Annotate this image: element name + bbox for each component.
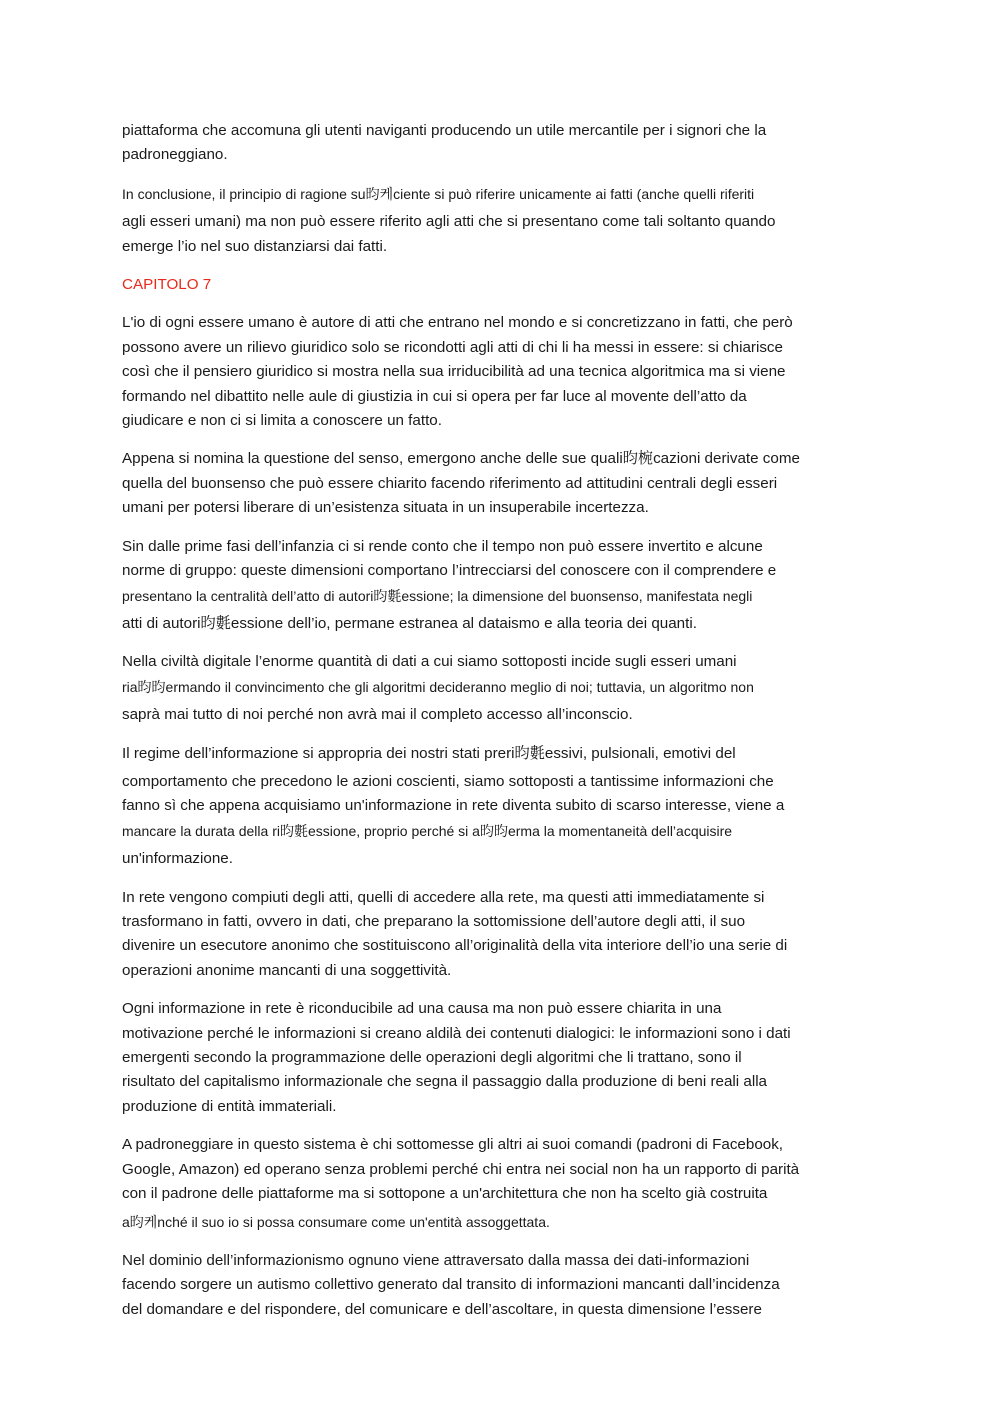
text-line: formando nel dibattito nelle aule di giustizia in cui si opera per far luce al movente dell’atto da bbox=[122, 387, 747, 405]
text-line: quella del buonsenso che può essere chiarito facendo riferimento ad attitudini centrali degli esseri bbox=[122, 474, 778, 492]
text-line: emerge l’io nel suo distanziarsi dai fatti. bbox=[122, 237, 388, 255]
text-line: operazioni anonime mancanti di una soggettività. bbox=[122, 961, 452, 979]
text-line: comportamento che precedono le azioni coscienti, siamo sottoposti a tantissime informazioni che bbox=[122, 772, 774, 790]
text-line: mancare la durata della ri昀氀essione, proprio perché si a昀昀erma la momentaneità dell’acquisire bbox=[122, 822, 733, 839]
paragraph-3 bbox=[122, 311, 874, 433]
text-line: A padroneggiare in questo sistema è chi sottomesse gli altri ai suoi comandi (padroni di Facebook, bbox=[122, 1136, 784, 1154]
paragraph-1 bbox=[122, 119, 874, 168]
text-line: norme di gruppo: queste dimensioni comportano l’intrecciarsi del conoscere con il comprendere e bbox=[122, 562, 777, 580]
chapter-heading: CAPITOLO 7 bbox=[122, 276, 212, 294]
text-line: possono avere un rilievo giuridico solo se ricondotti agli atti di chi li ha messi in essere: si chiarisce bbox=[122, 338, 783, 356]
text-line: Nel dominio dell’informazionismo ognuno viene attraversato dalla massa dei dati-informazioni bbox=[122, 1251, 750, 1269]
paragraph-5 bbox=[122, 535, 874, 637]
paragraph-11 bbox=[122, 1249, 874, 1322]
text-line: Nella civiltà digitale l’enorme quantità di dati a cui siamo sottoposti incide sugli esseri umani bbox=[122, 653, 737, 671]
paragraph-10 bbox=[122, 1133, 874, 1235]
paragraph-4 bbox=[122, 447, 874, 520]
text-line: agli esseri umani) ma non può essere riferito agli atti che si presentano come tali soltanto quando bbox=[122, 213, 776, 231]
text-line: divenire un esecutore anonimo che sostituiscono all’originalità della vita interiore dell’io una serie di bbox=[122, 937, 788, 955]
text-line: Ogni informazione in rete è riconducibile ad una causa ma non può essere chiarita in una bbox=[122, 1000, 722, 1018]
text-line: emergenti secondo la programmazione delle operazioni degli algoritmi che li trattano, sono il bbox=[122, 1049, 742, 1066]
paragraph-9 bbox=[122, 997, 874, 1119]
text-line: Appena si nomina la questione del senso, emergono anche delle sue quali昀椀cazioni derivate come bbox=[122, 450, 800, 468]
text-line: Sin dalle prime fasi dell’infanzia ci si rende conto che il tempo non può essere invertito e alcune bbox=[122, 537, 763, 555]
paragraph-2 bbox=[122, 182, 874, 259]
text-line: giudicare e non ci si limita a conoscere un fatto. bbox=[122, 412, 442, 430]
text-line: atti di autori昀氀essione dell’io, permane estranea al dataismo e alla teoria dei quanti. bbox=[122, 614, 697, 632]
text-line: con il padrone delle piattaforme ma si sottopone a un'architettura che non ha scelto già costruita bbox=[122, 1185, 768, 1203]
text-line: saprà mai tutto di noi perché non avrà mai il completo accesso all’inconscio. bbox=[122, 706, 633, 724]
text-line: Il regime dell’informazione si appropria dei nostri stati preri昀氀essivi, pulsionali, emotivi del bbox=[122, 744, 736, 762]
paragraph-8 bbox=[122, 886, 874, 984]
paragraph-7 bbox=[122, 742, 874, 872]
text-line: trasformano in fatti, ovvero in dati, che preparano la sottomissione dell’autore degli atti, il suo bbox=[122, 912, 746, 930]
text-line: ria昀昀ermando il convincimento che gli algoritmi decideranno meglio di noi; tuttavia, un algoritmo non bbox=[122, 678, 754, 695]
text-line: un'informazione. bbox=[122, 850, 233, 868]
text-line: a昀케nché il suo io si possa consumare come un'entità assoggettata. bbox=[122, 1214, 550, 1231]
text-line: In conclusione, il principio di ragione su昀케ciente si può riferire unicamente ai fatti (anche quelli riferiti bbox=[122, 185, 755, 202]
text-line: produzione di entità immateriali. bbox=[122, 1097, 337, 1115]
text-line: del domandare e del rispondere, del comunicare e dell’ascoltare, in questa dimensione l’essere bbox=[122, 1300, 762, 1318]
text-line: motivazione perché le informazioni si creano aldilà dei contenuti dialogici: le informazioni sono i dati bbox=[122, 1024, 791, 1042]
text-line: piattaforma che accomuna gli utenti naviganti producendo un utile mercantile per i signori che la bbox=[122, 122, 767, 139]
text-line: padroneggiano. bbox=[122, 146, 228, 164]
text-line: risultato del capitalismo informazionale che segna il passaggio dalla produzione di beni reali alla bbox=[122, 1073, 768, 1091]
text-line: L'io di ogni essere umano è autore di atti che entrano nel mondo e si concretizzano in fatti, che però bbox=[122, 314, 793, 332]
paragraph-6 bbox=[122, 650, 874, 727]
text-line: così che il pensiero giuridico si mostra nella sua irriducibilità ad una tecnica algoritmica ma si viene bbox=[122, 363, 786, 381]
document-body bbox=[122, 119, 874, 1336]
text-line: facendo sorgere un autismo collettivo generato dal transito di informazioni mancanti dall’incidenza bbox=[122, 1276, 780, 1294]
text-line: presentano la centralità dell’atto di autori昀氀essione; la dimensione del buonsenso, manifestata negli bbox=[122, 587, 753, 604]
text-line: In rete vengono compiuti degli atti, quelli di accedere alla rete, ma questi atti immediatamente si bbox=[122, 888, 765, 906]
text-line: Google, Amazon) ed operano senza problemi perché chi entra nei social non ha un rapporto di parità bbox=[122, 1160, 800, 1178]
text-line: fanno sì che appena acquisiamo un'informazione in rete diventa subito di scarso interesse, viene a bbox=[122, 797, 785, 815]
text-line: umani per potersi liberare di un’esistenza situata in un insuperabile incertezza. bbox=[122, 499, 649, 517]
